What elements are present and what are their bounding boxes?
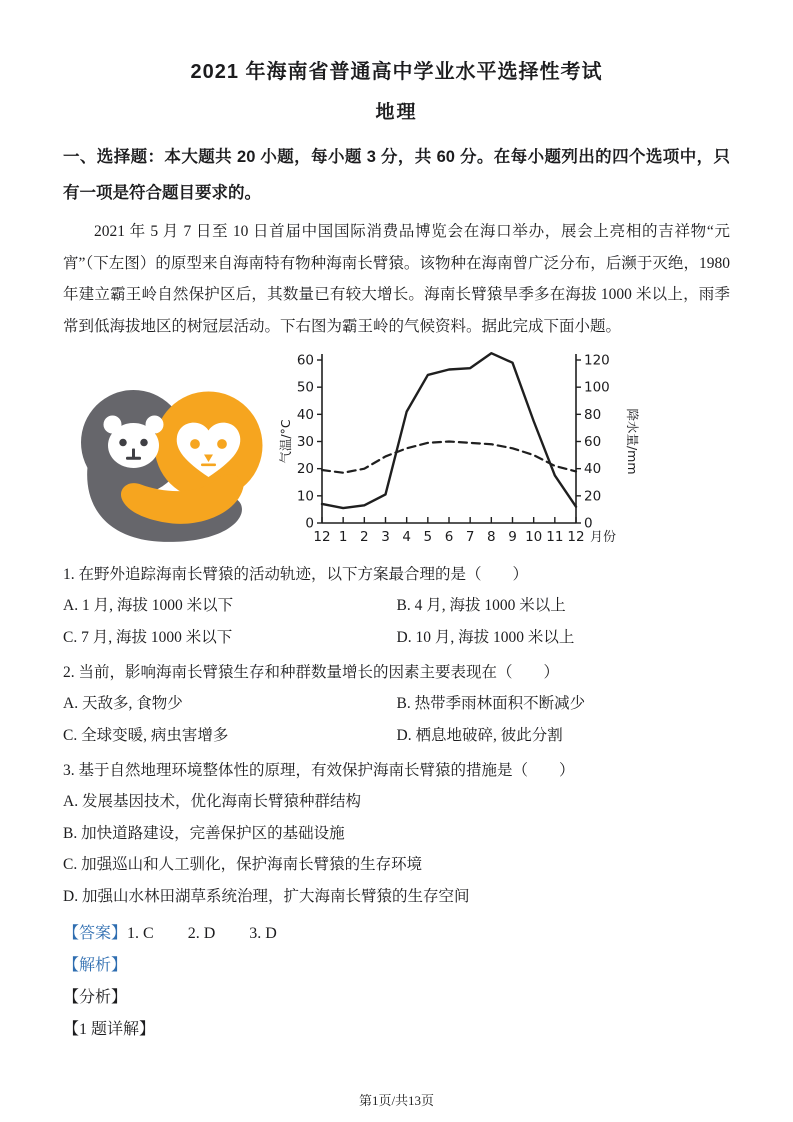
left-tick-label: 10 bbox=[296, 488, 314, 505]
temperature-line bbox=[322, 442, 576, 473]
subject-title: 地理 bbox=[375, 102, 418, 123]
x-tick-label: 3 bbox=[381, 529, 390, 545]
mascot-left-nose bbox=[132, 449, 135, 458]
precipitation-line bbox=[322, 353, 576, 508]
page-title: 2021 年海南省普通高中学业水平选择性考试 bbox=[190, 61, 603, 83]
climate-chart-figure bbox=[276, 348, 646, 565]
page-number: 第1页/共13页 bbox=[358, 1093, 435, 1108]
left-tick-label: 30 bbox=[296, 434, 314, 450]
x-tick-label: 6 bbox=[444, 529, 454, 545]
question-2-options bbox=[63, 688, 730, 752]
left-axis-title: 气温/°C bbox=[278, 419, 293, 464]
passage-text: 2021 年 5 月 7 日至 10 日首届中国国际消费品博览会在海口举办，展会上亮相的吉祥物“元宵”（下左图）的原型来自海南特有物种海南长臂猿。该物种在海南曾广泛分布，后濒于灭绝，1980 年建立霸王岭自然保护区后，其数量已有较大增长。海南长臂猿旱季多在海拔 1000 米以上，雨季常到低海拔地区的树冠层活动。下右图为霸王岭的气候资料。据此完成下面小题。 bbox=[63, 223, 730, 335]
mascot-left-eye bbox=[140, 439, 148, 447]
answer-item-2: 2. D bbox=[187, 925, 216, 942]
mascot-left-face bbox=[108, 423, 159, 468]
option-3B[interactable]: B. 加快道路建设，完善保护区的基础设施 bbox=[63, 824, 345, 842]
mascot-left-eye bbox=[119, 439, 127, 447]
left-tick-label: 0 bbox=[305, 515, 314, 532]
x-tick-label: 12 bbox=[567, 529, 585, 545]
question-2-stem: 2. 当前，影响海南长臂猿生存和种群数量增长的因素主要表现在（ ） bbox=[63, 664, 560, 681]
option-3D[interactable]: D. 加强山水林田湖草系统治理，扩大海南长臂猿的生存空间 bbox=[63, 887, 470, 905]
x-tick-label: 8 bbox=[487, 529, 496, 545]
answer-item-1: 1. C bbox=[127, 925, 154, 942]
option-1A[interactable]: A. 1 月, 海拔 1000 米以下 bbox=[63, 597, 234, 614]
jiexi-label: 【解析】 bbox=[63, 957, 128, 974]
x-tick-label: 7 bbox=[465, 529, 475, 545]
right-tick-label: 100 bbox=[584, 379, 610, 396]
option-2A[interactable]: A. 天敌多, 食物少 bbox=[63, 695, 183, 712]
x-axis-title: 月份 bbox=[590, 530, 617, 545]
right-axis-title: 降水量/mm bbox=[625, 408, 640, 475]
x-tick-label: 9 bbox=[508, 529, 517, 545]
x-tick-label: 12 bbox=[313, 529, 331, 545]
answer-row bbox=[63, 918, 730, 950]
detail1-label: 【1 题详解】 bbox=[63, 1021, 156, 1038]
left-tick-label: 50 bbox=[296, 379, 314, 396]
option-1C[interactable]: C. 7 月, 海拔 1000 米以下 bbox=[63, 629, 233, 646]
option-1B[interactable]: B. 4 月, 海拔 1000 米以上 bbox=[396, 597, 566, 614]
right-tick-label: 0 bbox=[584, 515, 593, 532]
figure-row bbox=[63, 348, 730, 556]
mascot-left-mouth bbox=[126, 457, 141, 460]
question-3-stem: 3. 基于自然地理环境整体性的原理，有效保护海南长臂猿的措施是（ ） bbox=[63, 762, 575, 779]
option-2B[interactable]: B. 热带季雨林面积不断减少 bbox=[396, 695, 586, 712]
mascot-right-eye bbox=[217, 439, 227, 449]
right-tick-label: 20 bbox=[584, 488, 602, 505]
left-tick-label: 20 bbox=[296, 461, 314, 478]
mascot-gibbons-logo bbox=[75, 384, 270, 549]
question-3-options bbox=[63, 786, 730, 912]
option-1D[interactable]: D. 10 月, 海拔 1000 米以上 bbox=[396, 629, 575, 646]
x-tick-label: 4 bbox=[402, 529, 411, 545]
mascot-right-mouth bbox=[201, 464, 216, 467]
x-tick-label: 11 bbox=[546, 529, 564, 545]
answer-item-3: 3. D bbox=[249, 925, 277, 942]
option-2C[interactable]: C. 全球变暖, 病虫害增多 bbox=[63, 727, 229, 744]
fenxi-label: 【分析】 bbox=[63, 989, 128, 1006]
option-3C[interactable]: C. 加强巡山和人工驯化，保护海南长臂猿的生存环境 bbox=[63, 856, 423, 873]
x-tick-label: 1 bbox=[338, 529, 348, 545]
x-tick-label: 10 bbox=[525, 529, 543, 545]
option-3A[interactable]: A. 发展基因技术，优化海南长臂猿种群结构 bbox=[63, 793, 361, 810]
x-tick-label: 2 bbox=[360, 529, 369, 545]
left-tick-label: 40 bbox=[296, 406, 314, 423]
section-heading: 一、选择题：本大题共 20 小题，每小题 3 分，共 60 分。在每小题列出的四个选项中，只有一项是符合题目要求的。 bbox=[63, 148, 730, 202]
left-tick-label: 60 bbox=[296, 352, 314, 369]
right-tick-label: 60 bbox=[584, 434, 602, 450]
right-tick-label: 120 bbox=[584, 352, 610, 369]
x-tick-label: 5 bbox=[423, 529, 433, 545]
mascot-figure bbox=[75, 384, 270, 554]
climate-chart bbox=[276, 348, 646, 560]
option-2D[interactable]: D. 栖息地破碎, 彼此分割 bbox=[396, 727, 563, 744]
right-tick-label: 80 bbox=[584, 406, 602, 423]
question-1-stem: 1. 在野外追踪海南长臂猿的活动轨迹，以下方案最合理的是（ ） bbox=[63, 566, 529, 583]
answer-label: 【答案】 bbox=[63, 925, 128, 942]
mascot-right-eye bbox=[190, 439, 200, 449]
question-1-options bbox=[63, 590, 730, 654]
right-tick-label: 40 bbox=[584, 461, 602, 478]
